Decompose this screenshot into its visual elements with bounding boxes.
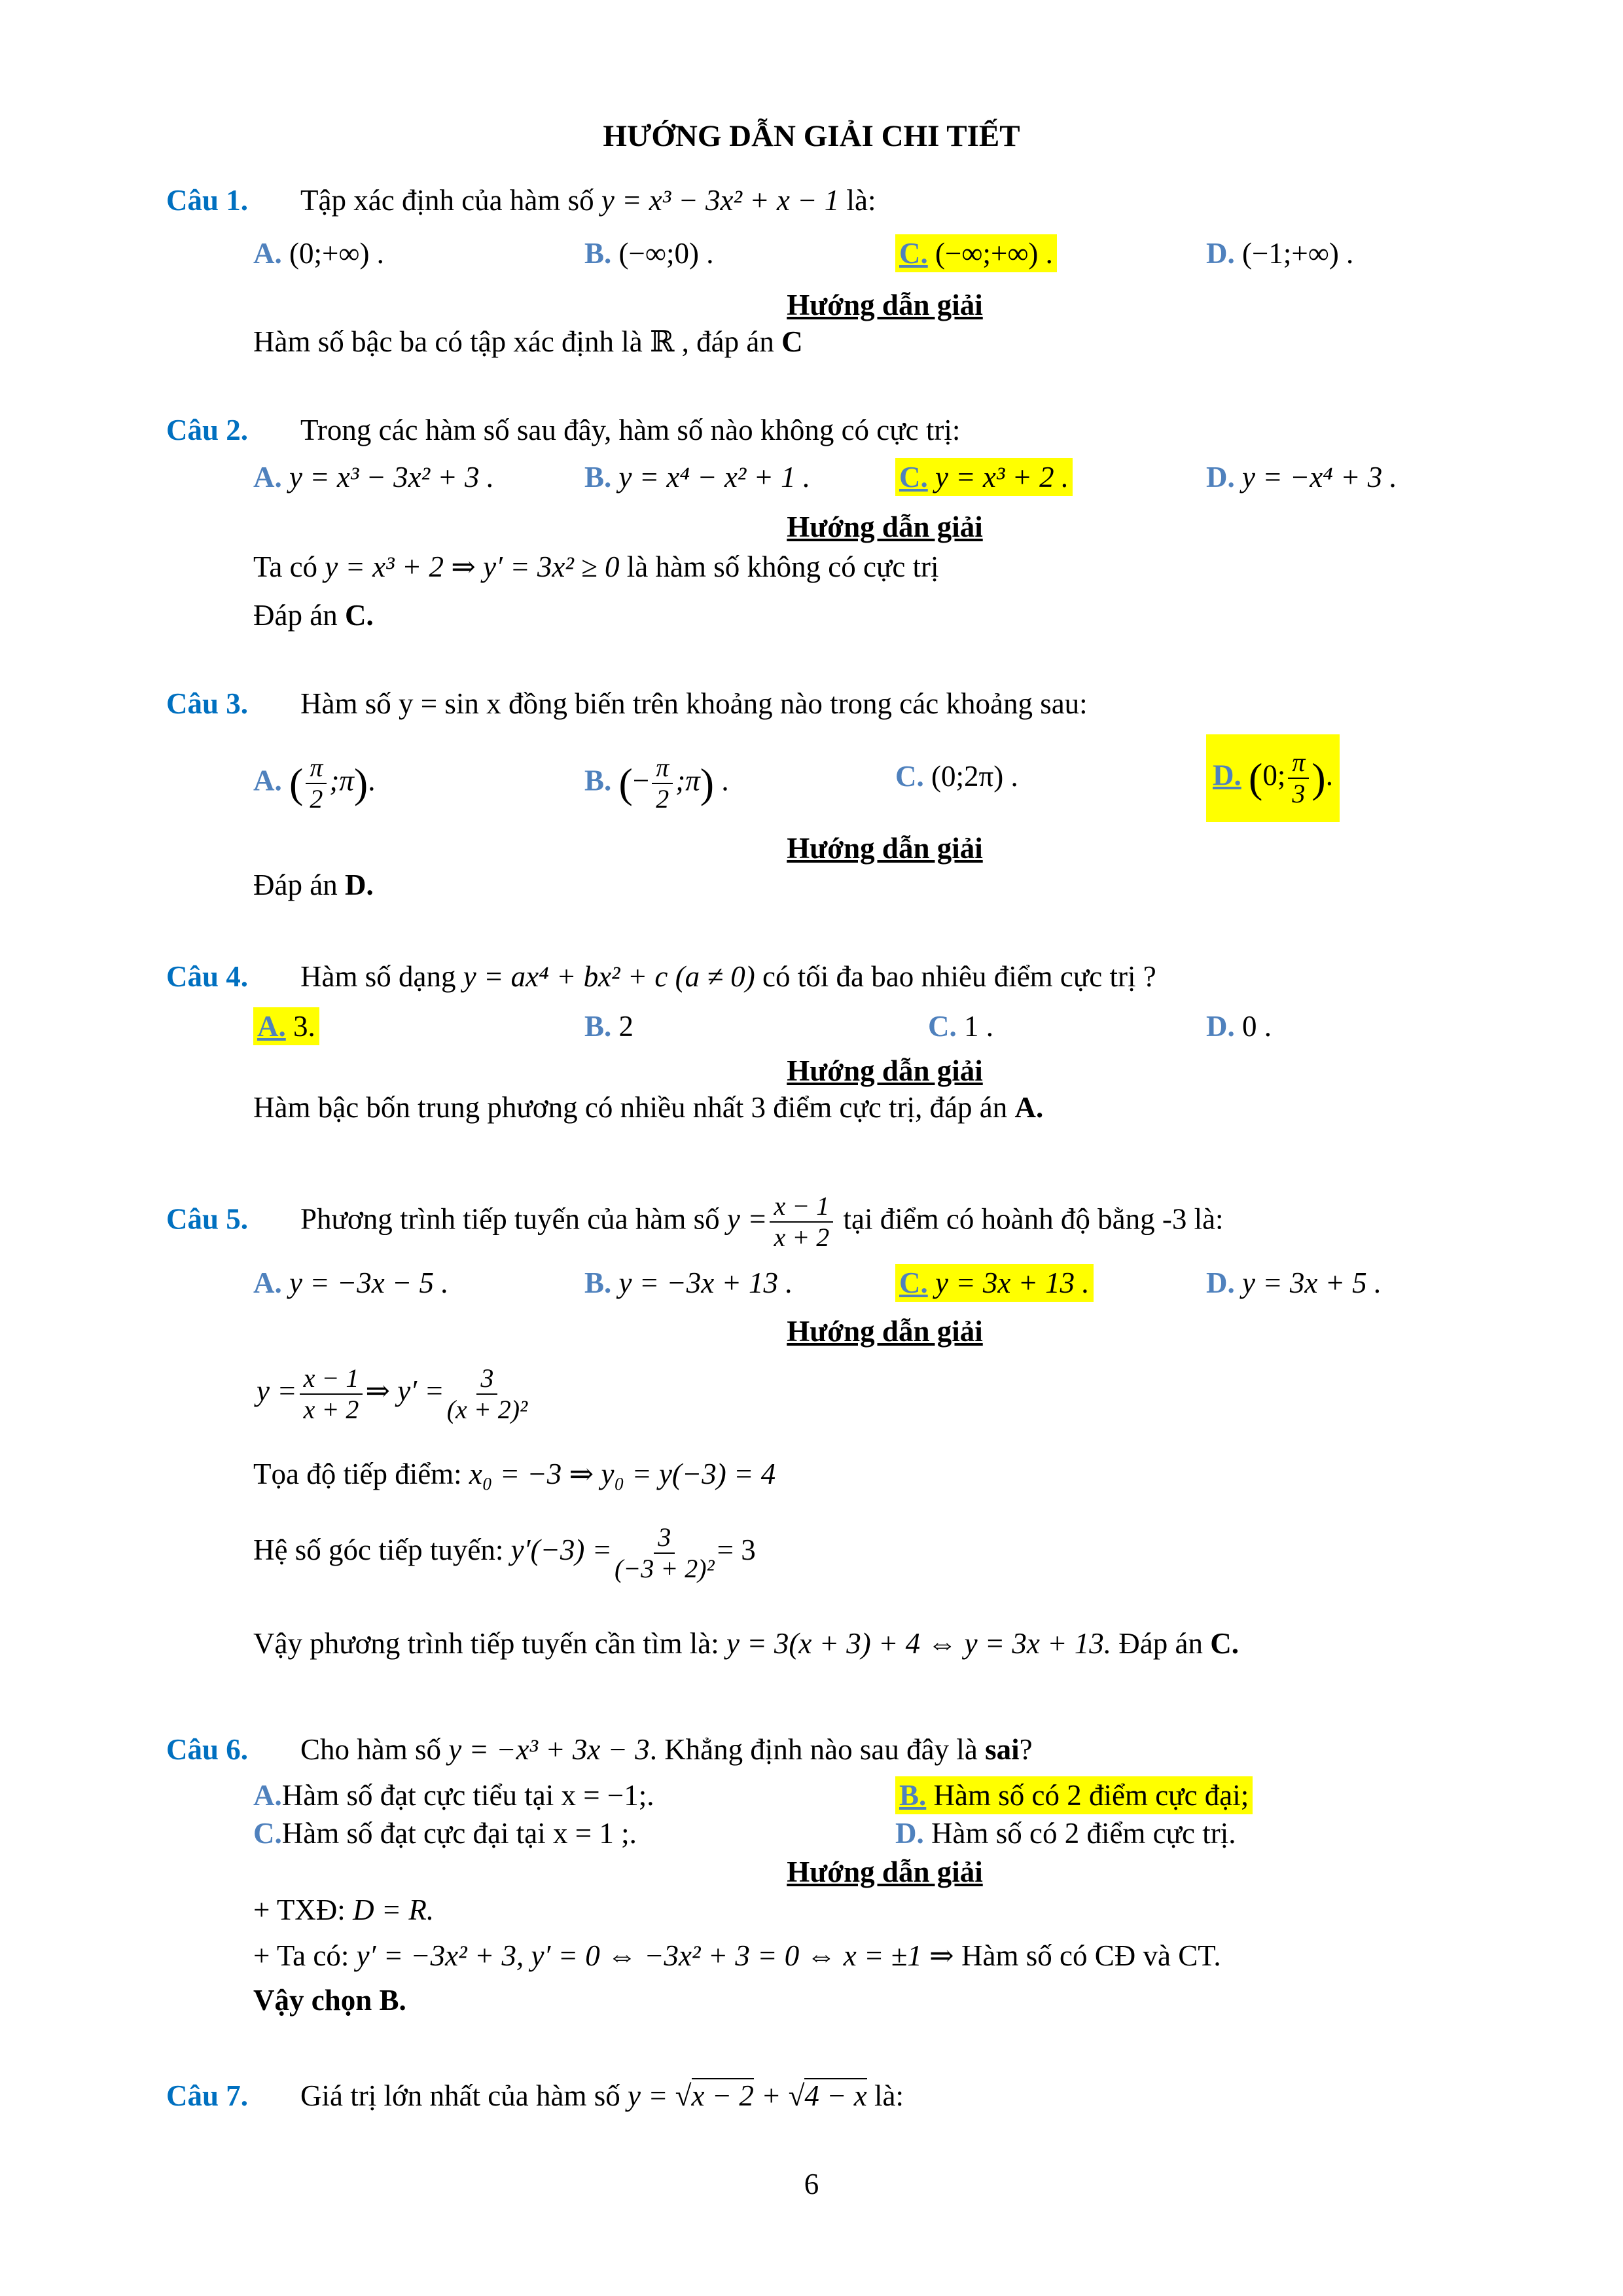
numerator: x − 1 bbox=[770, 1191, 833, 1223]
page-number: 6 bbox=[804, 2168, 819, 2200]
radicand: 4 − x bbox=[804, 2079, 867, 2112]
question-3 bbox=[166, 684, 1088, 723]
math-expr: y = bbox=[257, 1374, 297, 1407]
question-text: Cho hàm số bbox=[300, 1733, 449, 1766]
option-letter: B. bbox=[584, 764, 612, 797]
option-letter: D. bbox=[1206, 1010, 1235, 1043]
question-text: Phương trình tiếp tuyến của hàm số bbox=[300, 1202, 727, 1236]
question-text: có tối đa bao nhiêu điểm cực trị ? bbox=[755, 960, 1156, 993]
option-a: A. ( $\frac{\pi}{2}$ ;π). bbox=[253, 753, 376, 814]
denominator: x + 2 bbox=[303, 1394, 359, 1424]
question-label: Câu 7. bbox=[166, 2079, 249, 2112]
math-expr: ⇒ y′ = bbox=[365, 1374, 444, 1407]
option-c bbox=[895, 757, 1018, 796]
question-4 bbox=[166, 957, 1156, 996]
option-value: − bbox=[632, 764, 650, 797]
option-c bbox=[928, 1007, 993, 1046]
option-letter: C. bbox=[899, 1266, 928, 1299]
question-label: Câu 6. bbox=[166, 1733, 249, 1766]
question-text: ? bbox=[1019, 1733, 1033, 1766]
option-letter: C. bbox=[899, 461, 928, 493]
option-a bbox=[253, 234, 384, 273]
option-value: (0;2π) . bbox=[931, 760, 1018, 793]
question-text: là: bbox=[839, 184, 876, 217]
option-value: ;π bbox=[675, 764, 700, 797]
option-letter: C. bbox=[895, 760, 924, 793]
fraction bbox=[615, 1522, 715, 1584]
option-letter: D. bbox=[1206, 1266, 1235, 1299]
option-a bbox=[253, 1263, 449, 1302]
fraction bbox=[770, 1191, 833, 1253]
answer-prefix: Đáp án bbox=[253, 869, 345, 901]
option-b bbox=[584, 1007, 633, 1046]
option-d bbox=[1206, 234, 1353, 273]
option-b bbox=[584, 234, 713, 273]
numerator: π bbox=[1288, 747, 1309, 779]
option-letter: B. bbox=[584, 1010, 612, 1043]
math-expr: x₀ = −3 ⇒ y₀ = y(−3) = 4 bbox=[469, 1458, 776, 1490]
solution-text bbox=[253, 1624, 1239, 1663]
question-text: tại điểm có hoành độ bằng -3 là: bbox=[836, 1202, 1224, 1236]
question-text: đồng biến trên khoảng nào trong các khoảng sau: bbox=[501, 687, 1088, 720]
answer-prefix: Đáp án bbox=[253, 599, 345, 632]
option-letter: C. bbox=[928, 1010, 957, 1043]
question-6 bbox=[166, 1730, 1033, 1769]
denominator: 2 bbox=[310, 784, 323, 814]
option-d bbox=[1206, 1007, 1272, 1046]
question-label: Câu 4. bbox=[166, 960, 249, 993]
option-value: (−∞;+∞) . bbox=[935, 237, 1053, 270]
option-letter: D. bbox=[1213, 759, 1241, 792]
option-letter: A. bbox=[253, 1266, 282, 1299]
solution-body: Vậy phương trình tiếp tuyến cần tìm là: bbox=[253, 1627, 727, 1660]
option-value: ;π bbox=[329, 764, 354, 797]
solution-text bbox=[253, 547, 939, 586]
answer: C bbox=[781, 325, 803, 358]
question-label: Câu 3. bbox=[166, 687, 249, 720]
option-value: Hàm số đạt cực đại tại x = 1 ;. bbox=[281, 1817, 637, 1850]
math-expr: = 3 bbox=[717, 1534, 756, 1566]
page-title: HƯỚNG DẪN GIẢI CHI TIẾT bbox=[603, 119, 1020, 153]
option-letter: C. bbox=[253, 1817, 282, 1850]
option-value: 3. bbox=[293, 1010, 315, 1043]
solution-text bbox=[253, 1890, 434, 1929]
answer-line bbox=[253, 596, 374, 635]
option-value: y = 3x + 5 . bbox=[1242, 1266, 1382, 1299]
option-b-correct bbox=[895, 1776, 1253, 1815]
math-expr: y = −x³ + 3x − 3 bbox=[448, 1733, 650, 1766]
option-value: 2 bbox=[618, 1010, 634, 1043]
solution-text bbox=[253, 322, 803, 361]
solution-body: + TXĐ: bbox=[253, 1893, 353, 1926]
option-letter: A. bbox=[253, 237, 282, 270]
answer: C. bbox=[1210, 1627, 1239, 1660]
solution-body: Hàm số bậc ba có tập xác định là ℝ , đáp án bbox=[253, 325, 782, 358]
option-value: y = −3x − 5 . bbox=[289, 1266, 449, 1299]
math-expr: y = 3(x + 3) + 4 ⇔ y = 3x + 13. bbox=[726, 1627, 1111, 1660]
option-value: Hàm số đạt cực tiểu tại x = −1;. bbox=[281, 1779, 654, 1812]
emphasis: sai bbox=[985, 1733, 1020, 1766]
denominator: (x + 2)² bbox=[446, 1394, 528, 1424]
solution-body: + Ta có: bbox=[253, 1939, 357, 1972]
option-letter: B. bbox=[899, 1779, 927, 1812]
question-2 bbox=[166, 410, 960, 450]
fraction bbox=[306, 753, 327, 814]
option-a bbox=[253, 1776, 654, 1815]
option-c-correct bbox=[895, 457, 1073, 497]
question-label: Câu 2. bbox=[166, 414, 249, 446]
question-text: Giá trị lớn nhất của hàm số bbox=[300, 2079, 628, 2112]
answer: C. bbox=[344, 599, 374, 632]
math-expr: + √ bbox=[753, 2079, 805, 2112]
solution-body: là hàm số không có cực trị bbox=[619, 550, 939, 583]
numerator: π bbox=[306, 753, 327, 784]
answer-line bbox=[253, 865, 374, 905]
answer-prefix: Đáp án bbox=[1111, 1627, 1211, 1660]
math-expr: y = x³ + 2 ⇒ y′ = 3x² ≥ 0 bbox=[325, 550, 620, 583]
solution-body: Hàm số có CĐ và CT. bbox=[954, 1939, 1221, 1972]
option-b: B. (− $\frac{\pi}{2}$ ;π) . bbox=[584, 753, 729, 814]
option-a bbox=[253, 457, 494, 497]
option-b bbox=[584, 457, 810, 497]
solution-text bbox=[253, 1088, 1043, 1127]
math-expr: y = sin x bbox=[399, 687, 501, 720]
denominator: 3 bbox=[1292, 779, 1306, 808]
option-value: y = x³ − 3x² + 3 . bbox=[289, 461, 495, 493]
numerator: 3 bbox=[476, 1363, 497, 1395]
option-value: 0; bbox=[1262, 759, 1286, 792]
question-7 bbox=[166, 2076, 904, 2115]
option-value: (−∞;0) . bbox=[618, 237, 714, 270]
solution-body: Hệ số góc tiếp tuyến: bbox=[253, 1534, 511, 1566]
option-d bbox=[895, 1814, 1236, 1853]
option-value: (0;+∞) . bbox=[289, 237, 384, 270]
solution-heading: Hướng dẫn giải bbox=[787, 832, 983, 865]
math-expr: y′(−3) = bbox=[510, 1534, 612, 1566]
denominator: 2 bbox=[656, 784, 669, 814]
option-c-correct bbox=[895, 234, 1057, 273]
fraction bbox=[447, 1363, 527, 1425]
option-letter: A. bbox=[257, 1010, 286, 1043]
option-b bbox=[584, 1263, 793, 1302]
question-text: Trong các hàm số sau đây, hàm số nào không có cực trị: bbox=[300, 414, 961, 446]
solution-heading: Hướng dẫn giải bbox=[787, 1315, 983, 1348]
solution-body: Tọa độ tiếp điểm: bbox=[253, 1458, 469, 1490]
solution-text bbox=[253, 1520, 756, 1584]
option-value: Hàm số có 2 điểm cực trị. bbox=[931, 1817, 1236, 1850]
answer: A. bbox=[1014, 1091, 1044, 1124]
question-1 bbox=[166, 181, 876, 220]
math-expr: y = bbox=[726, 1202, 768, 1236]
math-expr: D = R. bbox=[353, 1893, 435, 1926]
question-label: Câu 5. bbox=[166, 1202, 249, 1236]
solution-heading: Hướng dẫn giải bbox=[787, 511, 983, 543]
question-text: Hàm số dạng bbox=[300, 960, 463, 993]
math-expr: y = ax⁴ + bx² + c (a ≠ 0) bbox=[463, 960, 755, 993]
solution-body: Hàm bậc bốn trung phương có nhiều nhất 3 điểm cực trị, đáp án bbox=[253, 1091, 1015, 1124]
solution-heading: Hướng dẫn giải bbox=[787, 1856, 983, 1888]
option-letter: B. bbox=[584, 461, 612, 493]
math-expr: y′ = −3x² + 3, y′ = 0 ⇔ −3x² + 3 = 0 ⇔ x = ±1 ⇒ bbox=[356, 1939, 954, 1972]
fraction bbox=[300, 1363, 363, 1425]
option-value: y = x³ + 2 . bbox=[935, 461, 1069, 493]
option-a-correct bbox=[253, 1007, 319, 1046]
option-value: 0 . bbox=[1242, 1010, 1272, 1043]
solution-heading: Hướng dẫn giải bbox=[787, 289, 983, 321]
derivative-line bbox=[257, 1361, 530, 1425]
radicand: x − 2 bbox=[691, 2079, 754, 2112]
option-letter: A. bbox=[253, 1779, 282, 1812]
answer: D. bbox=[344, 869, 374, 901]
option-letter: B. bbox=[584, 1266, 612, 1299]
option-d bbox=[1206, 457, 1397, 497]
solution-heading: Hướng dẫn giải bbox=[787, 1054, 983, 1087]
option-letter: C. bbox=[899, 237, 928, 270]
option-c bbox=[253, 1814, 637, 1853]
fraction bbox=[1288, 747, 1309, 809]
option-value: 1 . bbox=[964, 1010, 993, 1043]
option-letter: B. bbox=[584, 237, 612, 270]
option-value: y = 3x + 13 . bbox=[935, 1266, 1090, 1299]
denominator: (−3 + 2)² bbox=[614, 1553, 715, 1583]
denominator: x + 2 bbox=[774, 1223, 830, 1252]
numerator: 3 bbox=[654, 1522, 675, 1554]
option-value: y = −x⁴ + 3 . bbox=[1242, 461, 1397, 493]
option-d bbox=[1206, 1263, 1382, 1302]
option-d-correct: D. (0; $\frac{\pi}{3}$ ). bbox=[1206, 734, 1340, 822]
option-value: y = −3x + 13 . bbox=[618, 1266, 793, 1299]
fraction bbox=[652, 753, 673, 814]
math-expr: y = x³ − 3x² + x − 1 bbox=[601, 184, 840, 217]
math-expr: y = √ bbox=[627, 2079, 692, 2112]
option-value: Hàm số có 2 điểm cực đại; bbox=[933, 1779, 1249, 1812]
solution-text bbox=[253, 1454, 776, 1494]
solution-body: Ta có bbox=[253, 550, 325, 583]
solution-text bbox=[253, 1936, 1221, 1975]
option-letter: A. bbox=[253, 764, 282, 797]
option-value: y = x⁴ − x² + 1 . bbox=[618, 461, 811, 493]
question-text: là: bbox=[866, 2079, 904, 2112]
option-value: (−1;+∞) . bbox=[1242, 237, 1354, 270]
answer-line: Vậy chọn B. bbox=[253, 1984, 406, 2017]
question-text: Tập xác định của hàm số bbox=[300, 184, 601, 217]
option-letter: D. bbox=[1206, 237, 1235, 270]
question-label: Câu 1. bbox=[166, 184, 249, 217]
option-letter: D. bbox=[895, 1817, 924, 1850]
option-letter: A. bbox=[253, 461, 282, 493]
question-5 bbox=[166, 1191, 1224, 1253]
option-letter: D. bbox=[1206, 461, 1235, 493]
option-c-correct bbox=[895, 1263, 1094, 1302]
question-text: Hàm số bbox=[300, 687, 399, 720]
numerator: π bbox=[652, 753, 673, 784]
numerator: x − 1 bbox=[300, 1363, 363, 1395]
question-text: . Khẳng định nào sau đây là bbox=[649, 1733, 986, 1766]
